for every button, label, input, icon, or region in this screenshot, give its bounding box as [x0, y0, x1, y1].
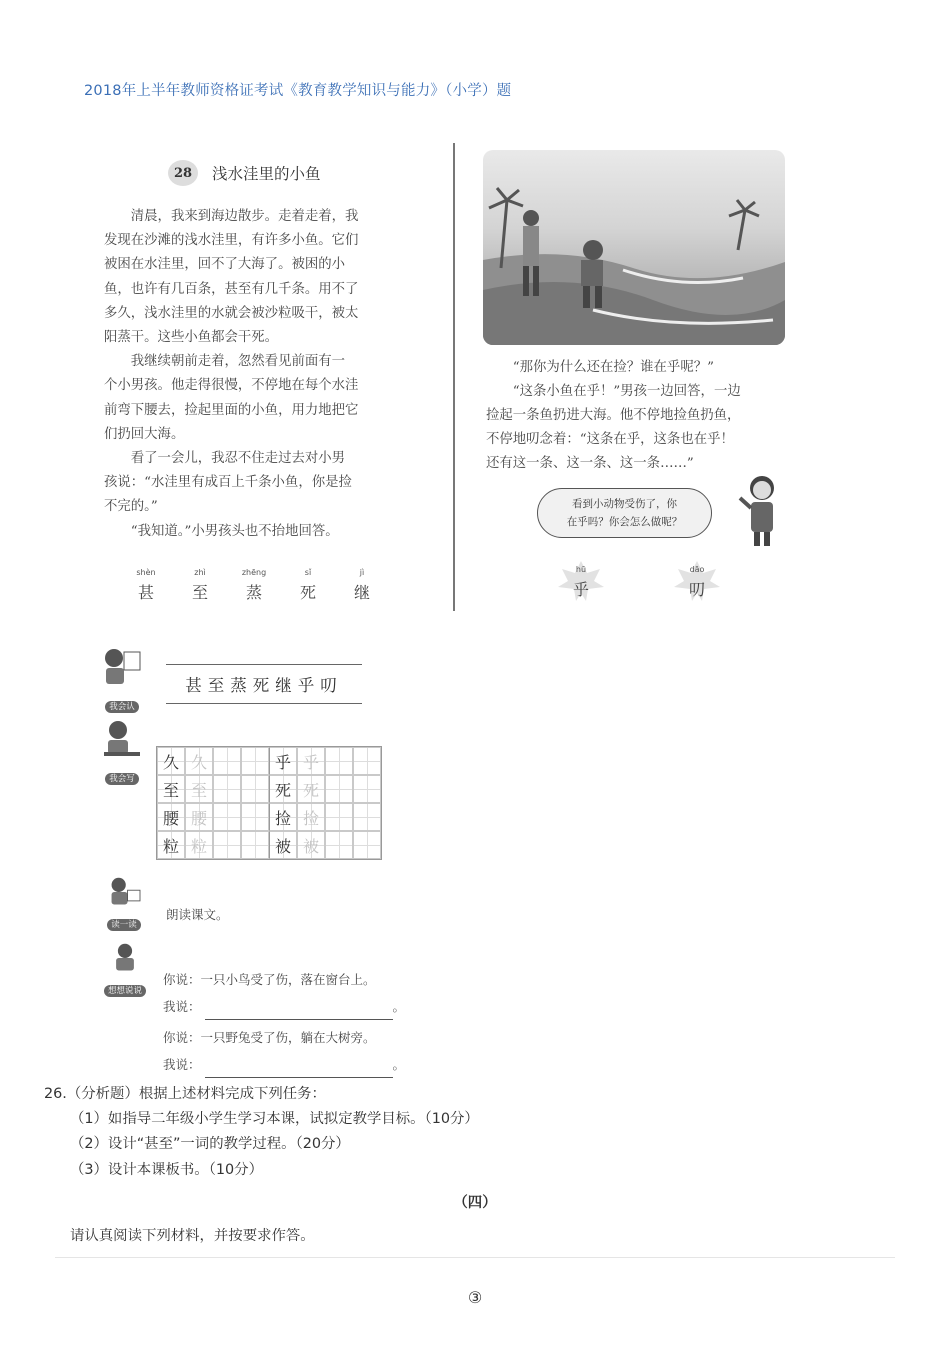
lesson-left-text — [104, 205, 414, 544]
child-read-aloud-icon — [104, 876, 144, 908]
speech-bubble — [537, 488, 712, 538]
text-line: 阳蒸干。这些小鱼都会干死。 — [104, 330, 279, 346]
think-items — [163, 966, 405, 1078]
answer-blank[interactable] — [205, 1019, 393, 1020]
grid-empty — [241, 803, 269, 831]
text-line: 鱼，也许有几百条，甚至有几千条。用不了 — [104, 281, 359, 297]
child-writing-icon — [100, 718, 144, 762]
text-line: 孩说：“水洼里有成百上千条小鱼，你是捡 — [104, 475, 352, 491]
child-thinking-icon — [105, 942, 145, 974]
exercise-write-label-block — [100, 718, 144, 785]
text-line: 还有这一条、这一条、这一条……” — [486, 456, 694, 471]
grid-char: 粒 — [157, 831, 185, 859]
text-line: 不完的。” — [104, 499, 158, 515]
girl-character-icon — [736, 470, 788, 550]
section-title: （四） — [453, 1195, 497, 1211]
grid-empty — [241, 831, 269, 859]
grid-trace-char: 捡 — [297, 803, 325, 831]
text-line: 清晨，我来到海边散步。走着走着，我 — [104, 209, 359, 224]
grid-empty — [353, 747, 381, 775]
grid-trace-char: 久 — [185, 747, 213, 775]
think-answer-row: 我说： 。 — [163, 993, 405, 1020]
grid-char: 死 — [269, 775, 297, 803]
beach-scene-icon — [483, 150, 785, 345]
child-reading-icon — [100, 646, 144, 690]
question-stem: 26.（分析题）根据上述材料完成下列任务： — [44, 1086, 326, 1102]
exercise-think-label-block — [104, 942, 146, 997]
pinyin-char: zhēng 蒸 — [241, 568, 267, 602]
read-instruction: 朗读课文。 — [166, 907, 229, 922]
writing-grid — [156, 746, 382, 860]
section-instruction: 请认真阅读下列材料，并按要求作答。 — [70, 1228, 315, 1244]
recognize-characters: 甚至蒸死继乎叨 — [166, 664, 362, 704]
grid-empty — [241, 775, 269, 803]
question-item-1: （1）如指导二年级小学生学习本课，试拟定教学目标。（10分） — [70, 1111, 479, 1127]
grid-empty — [353, 775, 381, 803]
grid-empty — [325, 747, 353, 775]
exercise-tag: 我会写 — [105, 773, 139, 785]
pinyin-char: sǐ 死 — [299, 568, 316, 602]
think-answer-row: 我说： 。 — [163, 1051, 405, 1078]
question-item-2: （2）设计“甚至”一词的教学过程。（20分） — [70, 1136, 350, 1152]
text-line: 个小男孩。他走得很慢，不停地在每个水洼 — [104, 378, 359, 394]
bubble-line: 看到小动物受伤了，你 — [572, 498, 677, 510]
grid-empty — [213, 775, 241, 803]
page-number: ③ — [467, 1288, 483, 1307]
beach-illustration — [483, 150, 785, 345]
grid-trace-char: 死 — [297, 775, 325, 803]
grid-char: 乎 — [269, 747, 297, 775]
grid-empty — [241, 747, 269, 775]
grid-empty — [213, 831, 241, 859]
grid-trace-char: 被 — [297, 831, 325, 859]
lesson-title: 浅水洼里的小鱼 — [212, 165, 321, 183]
grid-trace-char: 至 — [185, 775, 213, 803]
question-item-3: （3）设计本课板书。（10分） — [70, 1162, 263, 1178]
grid-empty — [353, 803, 381, 831]
text-line: 不停地叨念着：“这条在乎，这条也在乎！ — [486, 432, 734, 447]
text-line: 捡起一条鱼扔进大海。他不停地捡鱼扔鱼， — [486, 408, 741, 423]
grid-char: 被 — [269, 831, 297, 859]
text-line: “那你为什么还在捡？谁在乎呢？” — [486, 360, 714, 375]
grid-trace-char: 乎 — [297, 747, 325, 775]
grid-char: 腰 — [157, 803, 185, 831]
grid-char: 久 — [157, 747, 185, 775]
pinyin-char: shèn 甚 — [136, 568, 156, 602]
think-prompt: 你说：一只野兔受了伤，躺在大树旁。 — [163, 1030, 376, 1045]
text-line: 多久，浅水洼里的水就会被沙粒吸干，被太 — [104, 305, 359, 321]
lesson-number-badge: 28 — [168, 160, 198, 186]
exercise-tag: 我会认 — [105, 701, 139, 713]
left-pinyin-row — [126, 568, 382, 603]
grid-empty — [213, 803, 241, 831]
think-prompt: 你说：一只小鸟受了伤，落在窗台上。 — [163, 972, 376, 987]
bubble-line: 在乎吗？你会怎么做呢？ — [566, 516, 683, 528]
grid-trace-char: 腰 — [185, 803, 213, 831]
text-line: 们扔回大海。 — [104, 426, 185, 442]
text-line: 前弯下腰去，捡起里面的小鱼，用力地把它 — [104, 402, 359, 418]
text-line: 被困在水洼里，回不了大海了。被困的小 — [104, 257, 346, 273]
page-divider — [453, 143, 455, 611]
grid-empty — [325, 831, 353, 859]
grid-char: 捡 — [269, 803, 297, 831]
grid-empty — [325, 775, 353, 803]
right-pinyin-row — [556, 565, 722, 600]
lesson-right-text — [486, 356, 791, 476]
exam-header-title: 2018年上半年教师资格证考试《教育教学知识与能力》（小学）题 — [84, 83, 512, 99]
grid-char: 至 — [157, 775, 185, 803]
exercise-recognize-label-block — [100, 646, 144, 713]
exercise-tag: 读一读 — [107, 919, 141, 931]
text-line: 看了一会儿，我忍不住走过去对小男 — [104, 451, 346, 467]
lesson-title-block — [168, 160, 321, 186]
text-line: 发现在沙滩的浅水洼里，有许多小鱼。它们 — [104, 233, 359, 249]
exercise-read-label-block — [104, 876, 144, 931]
pinyin-char: jì 继 — [353, 568, 370, 602]
text-line: “这条小鱼在乎！”男孩一边回答，一边 — [486, 384, 741, 399]
text-line: 我继续朝前走着，忽然看见前面有一 — [104, 354, 346, 370]
pinyin-char: hū 乎 — [556, 565, 606, 600]
grid-empty — [325, 803, 353, 831]
pinyin-char: dāo 叨 — [672, 565, 722, 600]
exercise-tag: 想想说说 — [104, 985, 146, 997]
grid-empty — [213, 747, 241, 775]
answer-blank[interactable] — [205, 1077, 393, 1078]
grid-empty — [353, 831, 381, 859]
grid-trace-char: 粒 — [185, 831, 213, 859]
pinyin-char: zhì 至 — [191, 568, 208, 602]
footer-divider — [55, 1257, 895, 1258]
text-line: “我知道。”小男孩头也不抬地回答。 — [104, 523, 339, 539]
